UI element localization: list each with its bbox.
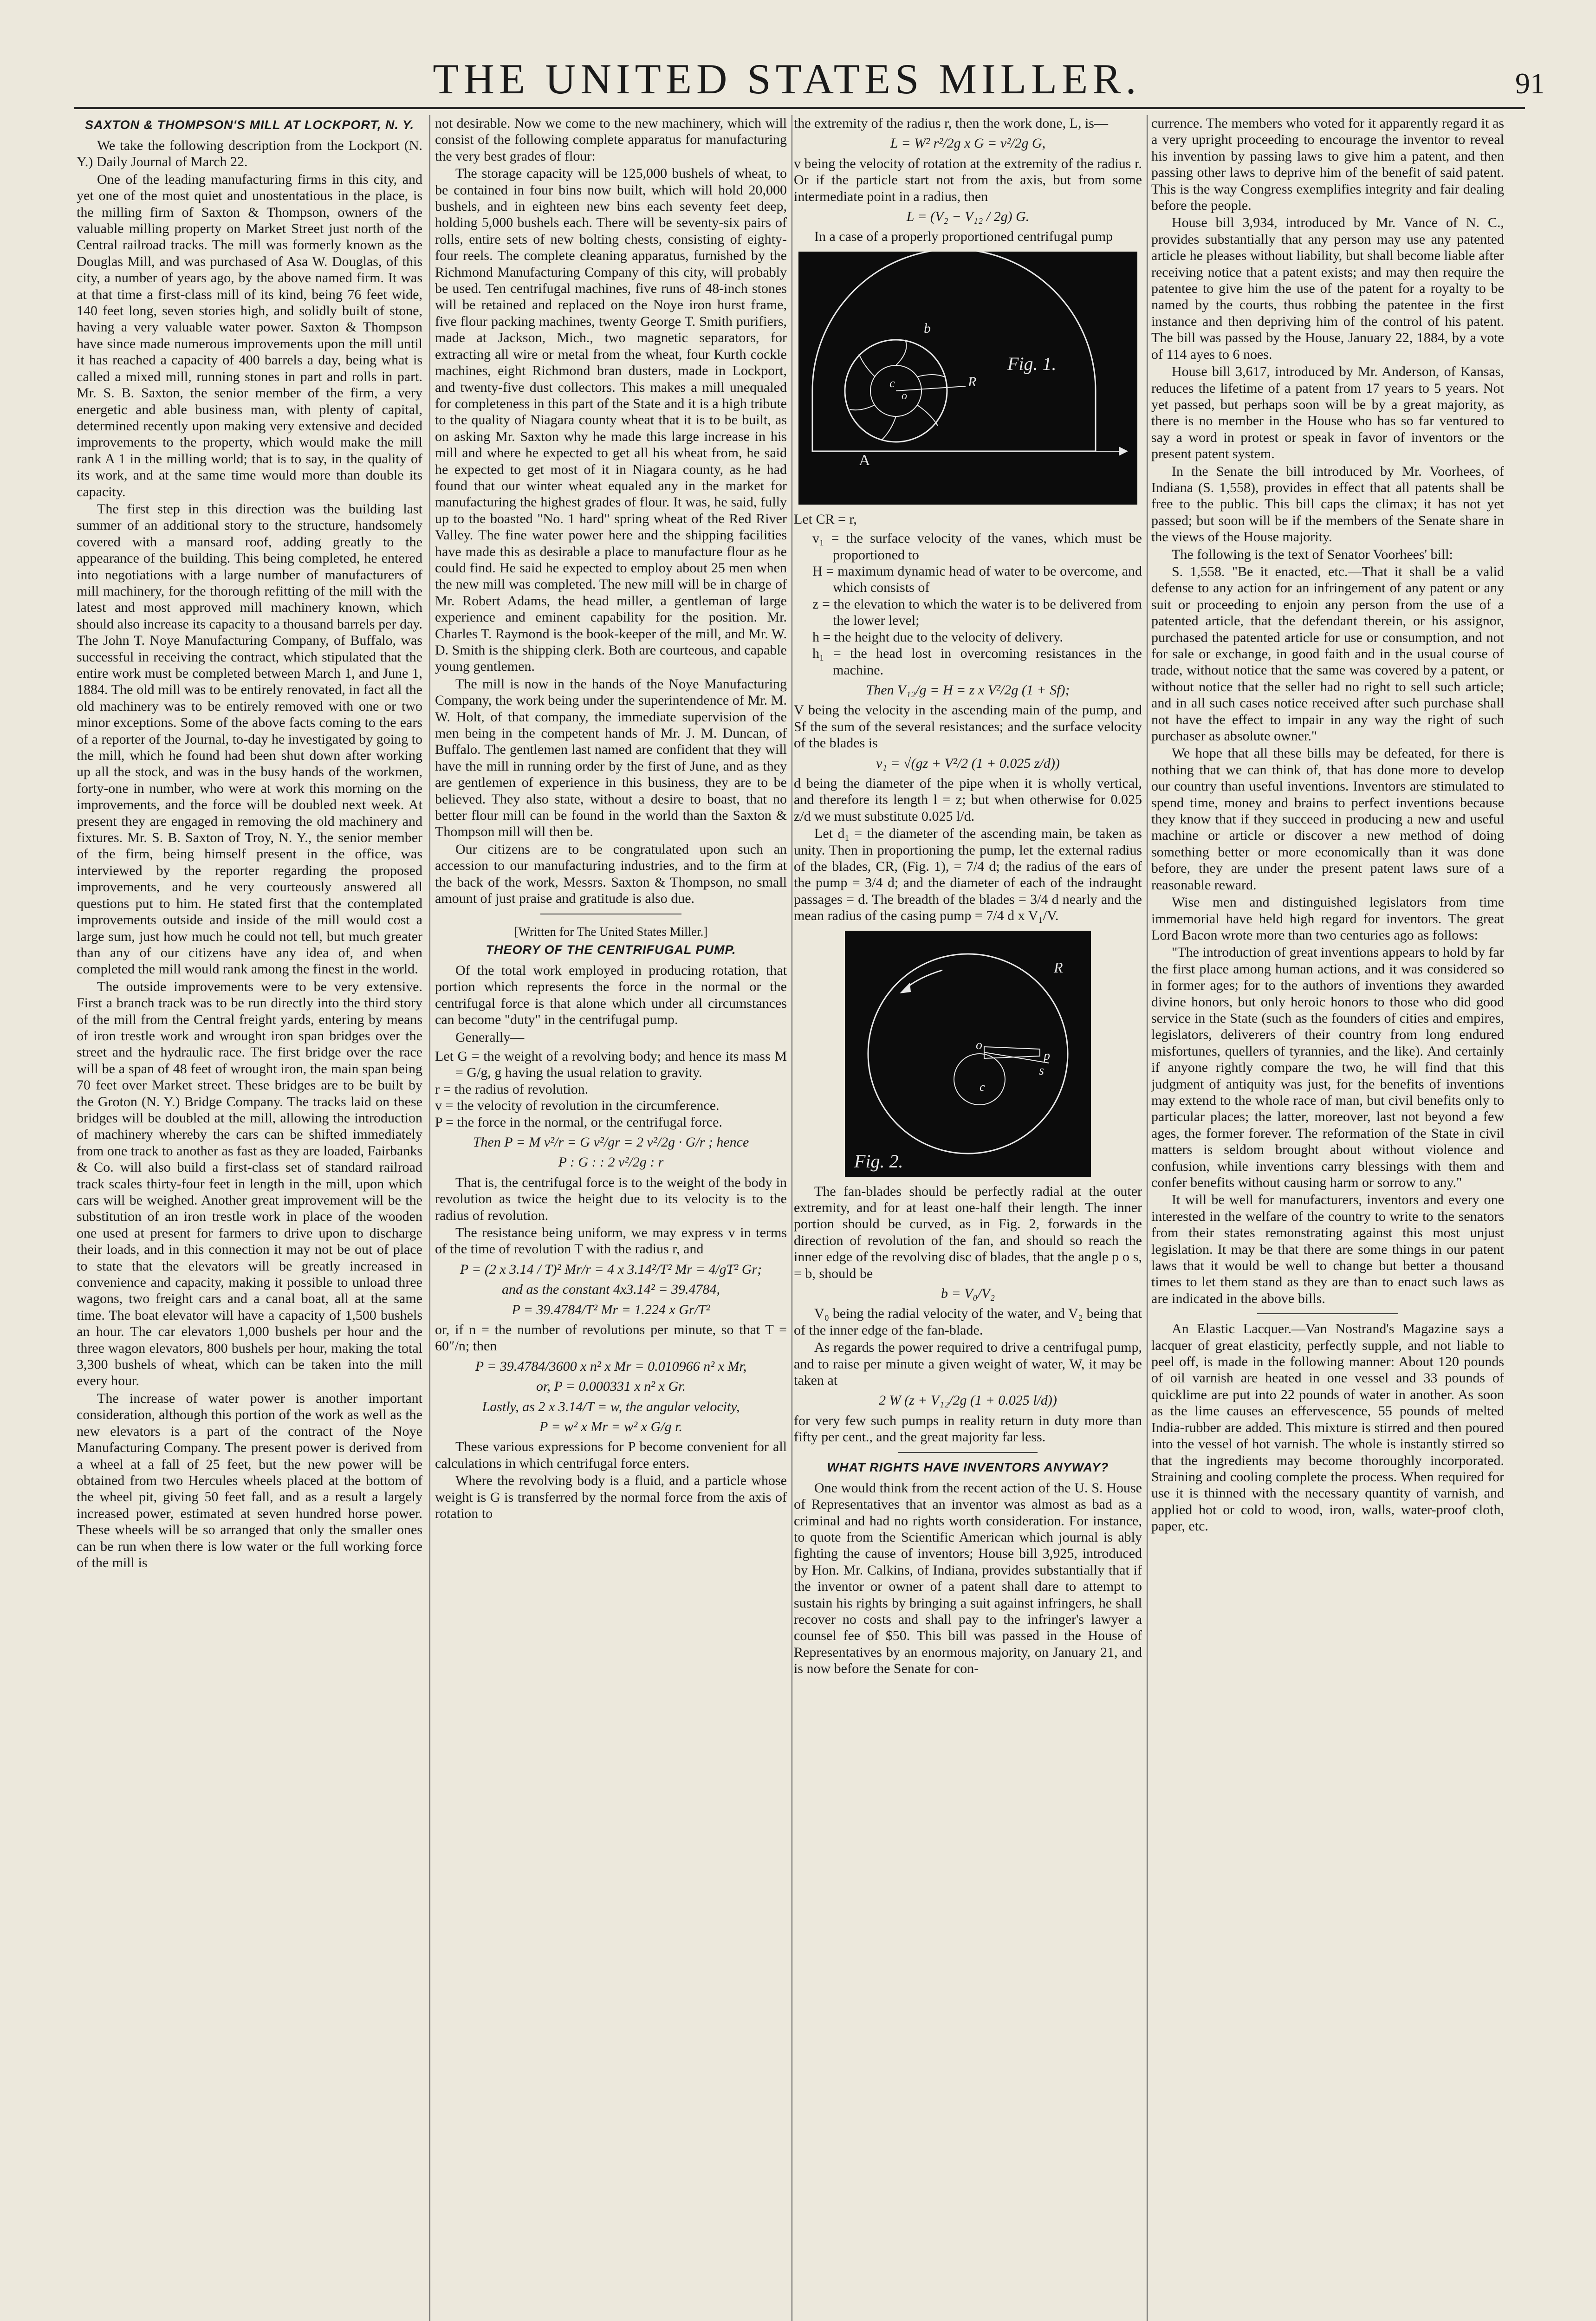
formula: v₁ = √(gz + V²/2 (1 + 0.025 z/d)) bbox=[876, 755, 1060, 771]
paragraph: Wise men and distinguished legislators from time immemorial have held high regard for inventors. The great Lord Bacon wrote more than two centuries ago as follows: bbox=[1151, 895, 1504, 943]
figure-2-drawing bbox=[845, 931, 1091, 1177]
formula: P = 39.4784/3600 x n² x Mr = 0.010966 n² x Mr, bbox=[475, 1358, 747, 1374]
definition-item: H = maximum dynamic head of water to be overcome, and which consists of bbox=[812, 564, 1142, 596]
formula: L = W² r²/2g x G = v²/2g G, bbox=[890, 136, 1046, 151]
definition-item: h = the height due to the velocity of delivery. bbox=[812, 629, 1063, 645]
paragraph: The following is the text of Senator Voorhees' bill: bbox=[1172, 546, 1453, 562]
column-divider bbox=[429, 115, 430, 2321]
rotation-arrow-shaft bbox=[905, 970, 942, 989]
paragraph: S. 1,558. "Be it enacted, etc.—That it shall be a valid defense to any action for an infringement of any patent or any suit or proceeding to enjoin any person from the use of a patented article, that the defendant therein, or his assignor, purchased the patented article for use or consumption, and not for sale or exchange, in good faith and in the usual course of trade, without notice that the same was covered by a patent, or without notice that the seller had no right to sell such article; and in all such cases notice received after such purchase shall not have the effect to impair in any way the right of such purchaser as absolute owner." bbox=[1151, 564, 1504, 744]
written-for-note: [Written for The United States Miller.] bbox=[514, 924, 708, 939]
paragraph: Where the revolving body is a fluid, and a particle whose weight is G is transferred by the normal force from the axis of rotation to bbox=[435, 1473, 787, 1522]
fig2-letter-o: o bbox=[976, 1037, 982, 1052]
section-rule bbox=[898, 1452, 1038, 1453]
definition-item: h₁ = the head lost in overcoming resistances in the machine. bbox=[812, 646, 1142, 678]
paragraph: In the Senate the bill introduced by Mr. Voorhees, of Indiana (S. 1,558), provides in effect that all patents shall be free to the public. This bill caps the climax; it has not yet passed; but soon will be if the members of the Senate share in the views of the House majority. bbox=[1151, 463, 1504, 545]
paragraph: V being the velocity in the ascending main of the pump, and Sf the sum of the several resistances; and the surface velocity of the blades is bbox=[794, 702, 1142, 751]
fig2-letter-p: p bbox=[1044, 1048, 1050, 1063]
definition-item: r = the radius of revolution. bbox=[435, 1081, 589, 1097]
paragraph: In a case of a properly proportioned centrifugal pump bbox=[814, 229, 1113, 245]
page-number: 91 bbox=[1515, 67, 1545, 100]
paragraph: These various expressions for P become convenient for all calculations in which centrifugal force enters. bbox=[435, 1439, 787, 1471]
definition-item: P = the force in the normal, or the centrifugal force. bbox=[435, 1114, 722, 1130]
paragraph: One of the leading manufacturing firms in this city, and yet one of the most quiet and unostentatious in the place, is the milling firm of Saxton & Thompson, owners of the valuable milling property on Market Street just north of the Central railroad tracks. The mill was formerly known as the Douglas Mill, and was purchased of Asa W. Douglas, of this city, a number of years ago, by the above named firm. It was at that time a first-class mill of its kind, being 76 feet wide, 140 feet long, seven stories high, and solidly built of stone, having a very valuable water power. Saxton & Thompson have since made numerous improvements upon the mill until it has reached a capacity of 400 barrels a day, being what is called a mixed mill, running stones in part and rolls in part. Mr. S. B. Saxton, the senior member of the firm, a very energetic and able business man, with plenty of capital, determined recently upon making very extensive and decided improvements to the property, which would make the mill rank A 1 in the milling world; that is to say, in the quality of its work, and at the same time would more than double its capacity. bbox=[77, 171, 422, 499]
column-divider bbox=[1147, 115, 1148, 2321]
formula: P = 39.4784/T² Mr = 1.224 x Gr/T² bbox=[512, 1302, 710, 1317]
formula: b = V₀/V₂ bbox=[941, 1286, 995, 1302]
formula: and as the constant 4x3.14² = 39.4784, bbox=[501, 1282, 720, 1297]
paragraph: We hope that all these bills may be defeated, for there is nothing that we can think of, that has done more to develop our country than useful inventions. Inventors are stimulated to spend time, money and brains to perfect inventions because they know that if they succeed in producing a new and useful machine or article or discover a new method of doing something better or more economically than it was done before, they are under the present patent laws sure of a reasonable reward. bbox=[1151, 746, 1504, 893]
paragraph: House bill 3,934, introduced by Mr. Vance of N. C., provides substantially that any person may use any patented article he pleases without liability, but shall become liable after receiving notice that a patent exists; and may then require the patentee to give him the use of the patent for a royalty to be named by the courts, thus robbing the patentee in the first instance and then depriving him of the control of his patent. The bill was passed by the House, January 22, 1884, by a vote of 114 ayes to 6 noes. bbox=[1151, 215, 1504, 362]
fig1-label: Fig. 1. bbox=[1007, 353, 1057, 374]
paragraph: The outside improvements were to be very extensive. First a branch track was to be run directly into the third story of the mill from the Central freight yards, entering by means of iron trestle work and wrought iron span bridges over the street and the hydraulic race. The first bridge over the race will be a span of 48 feet of wrought iron, the main span being 70 feet over Market street. These bridges are to be built by the Groton (N. Y.) Bridge Company. The tracks laid on these bridges will be doubled at the mill, allowing the introduction of machinery whereby the cars can be shifted immediately from one track to another as fast as they are loaded, Fairbanks & Co. will also build a first-class set of standard railroad track scales thirty-four feet in length in the mill, upon which cars will be weighed. Another great improvement will be the substitution of an iron trestle work in place of the wooden one used at present for farmers to drive upon to discharge their loads, and in this connection it may not be out of place to state that the elevators will be greatly increased in convenience and capacity, making it possible to unload three wagons, two freight cars and a canal boat, all at the same time. The boat elevator will have a capacity of 1,500 bushels an hour. The car elevators 1,000 bushels per hour and the three wagon elevators, 800 bushels per hour, making the total 3,300 bushels of wheat, which can be taken into the mill every hour. bbox=[77, 979, 422, 1389]
paragraph: or, if n = the number of revolutions per minute, so that T = 60″/n; then bbox=[435, 1322, 787, 1354]
article-heading-centrifugal-pump: THEORY OF THE CENTRIFUGAL PUMP. bbox=[486, 942, 736, 957]
paragraph: House bill 3,617, introduced by Mr. Anderson, of Kansas, reduces the lifetime of a patent from 17 years to 5 years. Not yet passed, but perhaps soon will be by a great majority, as there is no member in the House who has so far ventured to say a word in protest or speak in favor of inventors or the present patent system. bbox=[1151, 364, 1504, 462]
column-1 bbox=[77, 115, 422, 2321]
paragraph: for very few such pumps in reality return in duty more than fifty per cent., and the great majority far less. bbox=[794, 1413, 1142, 1445]
paragraph: As regards the power required to drive a centrifugal pump, and to raise per minute a given weight of water, W, it may be taken at bbox=[794, 1340, 1142, 1388]
column-3 bbox=[794, 115, 1142, 2321]
paragraph: not desirable. Now we come to the new machinery, which will consist of the following complete apparatus for manufacturing the very best grades of flour: bbox=[435, 116, 787, 164]
paragraph: The first step in this direction was the building last summer of an additional story to the structure, handsomely covered with a mansard roof, adding greatly to the appearance of the building. This being completed, he entered into negotiations with a large number of manufacturers of mill machinery, for the thorough refitting of the mill with the latest and most approved mill machinery known, which should also increase its capacity to a thousand barrels per day. The John T. Noye Manufacturing Company, of Buffalo, was successful in receiving the contract, which stipulated that the entire work must be completed between March 1, and June 1, 1884. The old mill was to be entirely renovated, in fact all the old machinery was to be entirely removed with one or two minor exceptions. Some of the above facts coming to the ears of a reporter of the Journal, to-day he investigated by going to the mill, which he found had been shut down after working up all the stock, and was in the busy hands of the workmen, forty-one in number, who were at work this morning on the improvements, and the force will be doubled next week. At present they are engaged in removing the old machinery and fixtures. Mr. S. B. Saxton of Troy, N. Y., the senior member of the firm, being himself present in the office, was interviewed by the reporter regarding the proposed improvements, and he very courteously answered all questions put to him. He stated first that the contemplated improvements outside and inside of the mill would cost a large sum, just how much he could not tell, but much greater than any of our citizens have any idea of, and when completed the mill would rank among the finest in the world. bbox=[77, 501, 422, 977]
paragraph: One would think from the recent action of the U. S. House of Representatives that an inventor was almost as bad as a criminal and had no rights worth consideration. For instance, to quote from the Scientific American which journal is ably fighting the cause of inventors; House bill 3,925, introduced by Hon. Mr. Calkins, of Indiana, provides substantially that if the inventor or owner of a patent shall dare to attempt to sustain his rights by bringing a suit against infringers, he shall recover no costs and shall pay to the infringer's lawyer a counsel fee of $50. This bill was passed in the House of Representatives by an enormous majority, on January 21, and is now before the Senate for con- bbox=[794, 1480, 1142, 1677]
fig2-label: Fig. 2. bbox=[854, 1150, 903, 1172]
formula: Then P = M v²/r = G v²/gr = 2 v²/2g · G/r ; hence bbox=[473, 1134, 749, 1150]
paragraph: d being the diameter of the pipe when it is wholly vertical, and therefore its length l = z; but when otherwise for 0.025 z/d we must substitute 0.025 l/d. bbox=[794, 775, 1142, 824]
section-rule bbox=[1257, 1313, 1398, 1314]
definition-item: v = the velocity of revolution in the circumference. bbox=[435, 1098, 720, 1114]
formula: Then V₁₂/g = H = z x V²/2g (1 + Sf); bbox=[866, 682, 1070, 698]
definition-list bbox=[794, 530, 1142, 678]
definition-item: Let G = the weight of a revolving body; and hence its mass M = G/g, g having the usual relation to gravity. bbox=[435, 1048, 787, 1081]
paragraph: currence. The members who voted for it apparently regard it as a very upright proceeding to encourage the inventor to reveal his invention by passing laws to give him a patent, and then passing other laws to deprive him of the benefit of said patent. This is the way Congress exemplifies integrity and fair dealing before the people. bbox=[1151, 116, 1504, 214]
fig1-letter-a: A bbox=[859, 451, 870, 469]
paragraph: v being the velocity of rotation at the extremity of the radius r. Or if the particle start not from the axis, but from some intermediate point in a radius, then bbox=[794, 156, 1142, 204]
paragraph: Let CR = r, bbox=[794, 511, 857, 527]
paragraph: The increase of water power is another important consideration, although this portion of the work as well as the new elevators is a part of the contract of the Noye Manufacturing Company. The present power is derived from a wheel at a fall of 25 feet, but the new power will be obtained from two Hercules wheels placed at the bottom of the wheel pit, giving 50 feet fall, and as a result a largely increased power, estimated at seven hundred horse power. These wheels will be so arranged that only the smaller ones can be run when there is low water or the full working force of the mill is bbox=[77, 1390, 422, 1570]
paragraph: That is, the centrifugal force is to the weight of the body in revolution as twice the height due to its velocity is to the radius of revolution. bbox=[435, 1174, 787, 1223]
fig2-letter-s: s bbox=[1039, 1063, 1044, 1078]
paragraph: An Elastic Lacquer.—Van Nostrand's Magazine says a lacquer of great elasticity, perfectly supple, and not liable to peel off, is made in the following manner: About 120 pounds of oil varnish are heated in one vessel and 33 pounds of quicklime are put into 22 pounds of water in another. As soon as the lime causes an effervescence, 55 pounds of melted India-rubber are added. This mixture is stirred and then poured into the vessel of hot varnish. The whole is instantly stirred so that the ingredients may become thoroughly incorporated. Straining and cooling complete the process. When required for use it is thinned with the necessary quantity of varnish, and applied hot or cold to wood, iron, walls, water-proof cloth, paper, etc. bbox=[1151, 1321, 1504, 1534]
paragraph: Let d₁ = the diameter of the ascending main, be taken as unity. Then in proportioning the pump, let the external radius of the blades, CR, (Fig. 1), = 7/4 d; the radius of the ears of the pump = 3/4 d; and the diameter of each of the indraught passages = d. The breadth of the blades = 3/4 d nearly and the mean radius of the casing pump = 7/4 d x V₁/V. bbox=[794, 826, 1142, 924]
paragraph: The mill is now in the hands of the Noye Manufacturing Company, the work being under the superintendence of Mr. M. W. Holt, of that company, the immediate supervision of the men being in the competent hands of Mr. J. M. Duncan, of Buffalo. The gentlemen last named are confident that they will have the mill in running order by the first of June, and as they are gentlemen of experience in this business, they are to be believed. They also state, without a desire to boast, that no better flour mill can be found in the world than the Saxton & Thompson mill will then be. bbox=[435, 676, 787, 840]
paragraph: We take the following description from the Lockport (N. Y.) Daily Journal of March 22. bbox=[77, 138, 422, 170]
rotation-arrow-icon bbox=[900, 983, 911, 993]
paragraph: Of the total work employed in producing rotation, that portion which represents the force in the normal or the centrifugal force is that alone which under all circumstances can become "duty" in the centrifugal pump. bbox=[435, 962, 787, 1028]
fig1-letter-c: c bbox=[889, 376, 895, 390]
article-heading-inventors-rights: WHAT RIGHTS HAVE INVENTORS ANYWAY? bbox=[827, 1460, 1109, 1474]
masthead-rule bbox=[74, 107, 1525, 109]
impeller-blades bbox=[850, 340, 945, 440]
outer-disc bbox=[868, 954, 1068, 1154]
paragraph: V₀ being the radial velocity of the water, and V₂ being that of the inner edge of the fan-blade. bbox=[794, 1306, 1142, 1338]
formula: P : G : : 2 v²/2g : r bbox=[558, 1154, 664, 1170]
paragraph: the extremity of the radius r, then the work done, L, is— bbox=[794, 116, 1108, 131]
column-2 bbox=[435, 115, 787, 2321]
column-4 bbox=[1151, 115, 1504, 2321]
paragraph: Generally— bbox=[455, 1029, 525, 1045]
definition-item: v₁ = the surface velocity of the vanes, which must be proportioned to bbox=[812, 531, 1142, 563]
fig2-letter-c: c bbox=[980, 1080, 985, 1094]
outlet-arrow-icon bbox=[1119, 447, 1128, 456]
formula: P = (2 x 3.14 / T)² Mr/r = 4 x 3.14²/T² Mr = 4/gT² Gr; bbox=[460, 1261, 762, 1277]
formula: Lastly, as 2 x 3.14/T = w, the angular velocity, bbox=[482, 1399, 740, 1414]
fig2-letter-r: R bbox=[1054, 959, 1063, 976]
fig1-letter-b: b bbox=[924, 320, 931, 336]
definition-list bbox=[435, 1048, 787, 1130]
fig1-letter-r: R bbox=[968, 374, 977, 389]
masthead-title: THE UNITED STATES MILLER. bbox=[433, 55, 1141, 103]
formula: L = (V₂ − V₁₂ / 2g) G. bbox=[906, 209, 1030, 225]
paragraph: Our citizens are to be congratulated upon such an accession to our manufacturing industries, and to the firm at the back of the work, Messrs. Saxton & Thompson, no small amount of just praise and gratitude is also due. bbox=[435, 841, 787, 907]
paragraph: It will be well for manufacturers, inventors and every one interested in the welfare of the country to write to the senators from their states remonstrating against this most unjust legislation. It may be that there are some things in our patent laws that it would be well to change but better a thousand times to let them stand as they are than to enact such laws as are indicated in the above bills. bbox=[1151, 1192, 1504, 1306]
figure-1-pump-diagram bbox=[798, 252, 1137, 505]
article-heading-saxton-thompson: SAXTON & THOMPSON'S MILL AT LOCKPORT, N. Y. bbox=[85, 118, 414, 132]
paragraph: The resistance being uniform, we may express v in terms of the time of revolution T with the radius r, and bbox=[435, 1225, 787, 1257]
paragraph: The storage capacity will be 125,000 bushels of wheat, to be contained in four bins now built, which will hold 20,000 bushels, and in eighteen new bins each seventy feet deep, holding 5,000 bushels each. There will be seventy-six pairs of rolls, entire sets of new bolting chests, consisting of eighty-four reels. The complete cleaning apparatus, furnished by the Richmond Manufacturing Company of this city, will probably be used. Ten centrifugal machines, five runs of 48-inch stones will be retained and replaced on the Noye iron hurst frame, five flour packing machines, twenty George T. Smith purifiers, made at Jackson, Mich., two magnetic separators, for extracting all wire or metal from the wheat, four Kurth cockle machines, eight Richmond bran dusters, made in Lockport, and twenty-five dust collectors. This makes a mill unequaled for completeness in this part of the State and it is a high tribute to the quality of Niagara county wheat that it is to be built, as on asking Mr. Saxton why he made this large increase in his mill and where he expected to get all his wheat from, he said he expected to get most of it in Niagara county, as he had found that our winter wheat equaled any in the market for manufacturing the highest grades of flour. It was, he said, fully up to the boasted "No. 1 hard" spring wheat of the Red River Valley. The fine water power here and the shipping facilities have made this as desirable a place to manufacture flour as he could find. He said he expected to employ about 25 men when the new mill was completed. The new mill will be in charge of Mr. Robert Adams, the head miller, a gentleman of large experience and eminent capability for the position. Mr. Charles T. Raymond is the book-keeper of the mill, and Mr. W. D. Smith is the shipping clerk. Both are courteous, and capable young gentlemen. bbox=[435, 166, 787, 674]
figure-2-blade-diagram bbox=[845, 931, 1091, 1177]
formula: 2 W (z + V₁₂/2g (1 + 0.025 l/d)) bbox=[879, 1393, 1057, 1408]
paragraph: "The introduction of great inventions appears to hold by far the first place among human actions, and it was considered so in former ages; for to the authors of inventions they awarded divine honors, but only heroic honors to those who did good service in the State (such as the founders of cities and empires, legislators, deliverers of their country from long endured misfortunes, quellers of tyrannies, and the like). And certainly if anyone rightly compare the two, he will find that this judgment of antiquity was just, for the benefits of inventions may extend to the whole race of man, but civil benefits only to particular places; the latter, moreover, last not beyond a few ages, the former forever. The reformation of the State in civil matters is seldom brought about without violence and confusion, while inventions carry blessings with them and confer benefits without causing harm or sorrow to any." bbox=[1151, 945, 1504, 1190]
figure-1-drawing bbox=[798, 252, 1137, 505]
paragraph: The fan-blades should be perfectly radial at the outer extremity, and for at least one-half their length. The inner portion should be curved, as in Fig. 2, forwards in the direction of revolution of the fan, and should so reach the inner edge of the revolving disc of blades, that the angle p o s, = b, should be bbox=[794, 1183, 1142, 1281]
formula: or, P = 0.000331 x n² x Gr. bbox=[536, 1379, 686, 1394]
definition-item: z = the elevation to which the water is to be delivered from the lower level; bbox=[812, 596, 1142, 629]
fig1-letter-o: o bbox=[902, 389, 907, 402]
inner-circle bbox=[954, 1054, 1005, 1105]
formula: P = w² x Mr = w² x G/g r. bbox=[539, 1419, 682, 1435]
